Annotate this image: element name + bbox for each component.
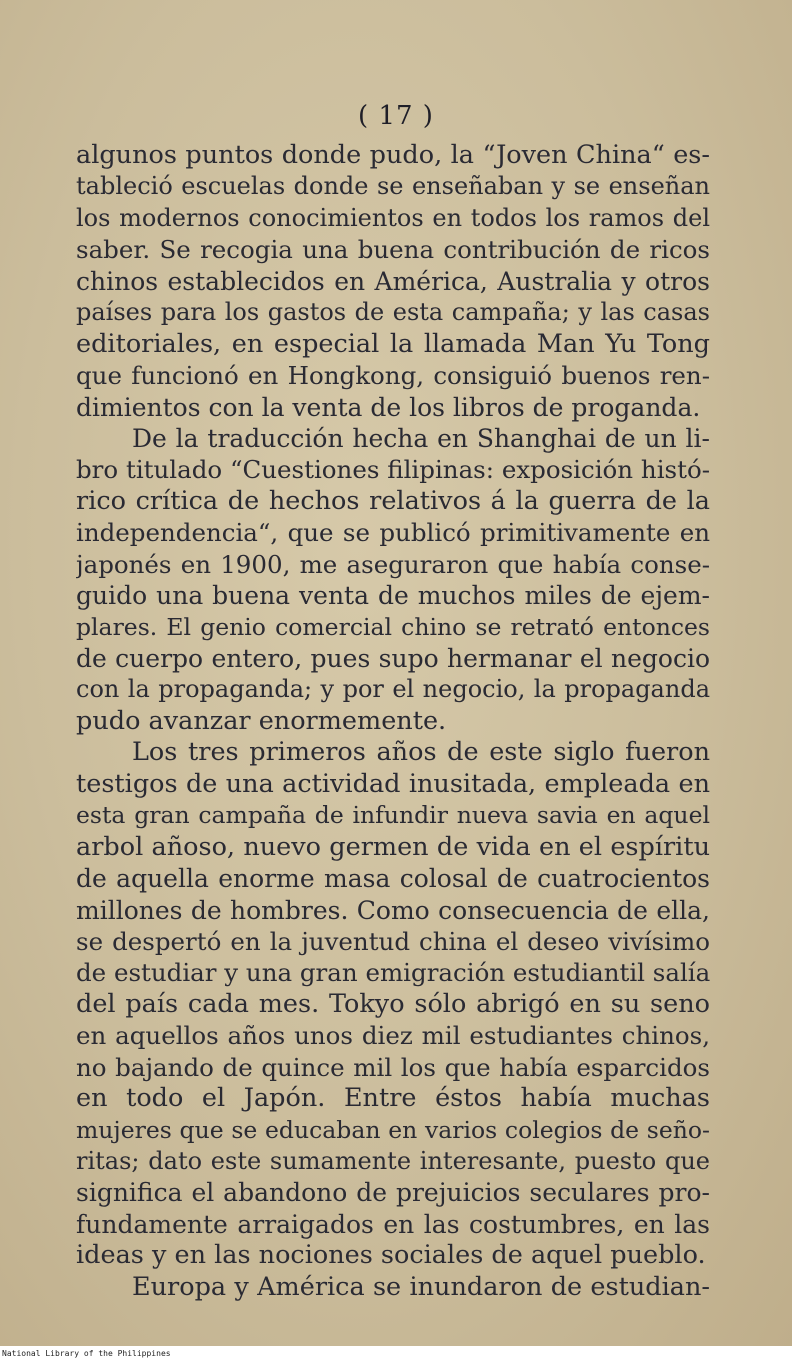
- text-line: algunos puntos donde pudo, la “Joven China“ es-: [76, 140, 710, 170]
- page-number: ( 17 ): [358, 101, 434, 131]
- text-line: millones de hombres. Como consecuencia de ella,: [76, 895, 710, 925]
- library-footer: National Library of the Philippines: [2, 1349, 171, 1358]
- text-line: plares. El genio comercial chino se retrató entonces: [76, 612, 710, 641]
- text-line: mujeres que se educaban en varios colegios de seño-: [76, 1115, 710, 1144]
- text-line: De la traducción hecha en Shanghai de un li-: [132, 423, 710, 453]
- text-line: los modernos conocimientos en todos los ramos del: [76, 203, 710, 232]
- text-line: que funcionó en Hongkong, consiguió buenos ren-: [76, 361, 710, 391]
- text-line: Los tres primeros años de este siglo fueron: [132, 737, 710, 768]
- text-line: no bajando de quince mil los que había esparcidos: [76, 1052, 710, 1082]
- text-line: de cuerpo entero, pues supo hermanar el negocio: [76, 644, 710, 673]
- text-line: editoriales, en especial la llamada Man Yu Tong: [76, 328, 710, 359]
- text-line: en aquellos años unos diez mil estudiantes chinos,: [76, 1021, 710, 1051]
- text-line: testigos de una actividad inusitada, empleada en: [76, 768, 710, 799]
- text-line: países para los gastos de esta campaña; y las casas: [76, 298, 710, 327]
- text-line: con la propaganda; y por el negocio, la propaganda: [76, 675, 710, 704]
- text-line: ritas; dato este sumamente interesante, puesto que: [76, 1147, 710, 1175]
- text-line: chinos establecidos en América, Australia y otros: [76, 266, 710, 296]
- text-line: tableció escuelas donde se enseñaban y se enseñan: [76, 172, 710, 201]
- text-line: pudo avanzar enormemente.: [76, 705, 447, 736]
- text-line: se despertó en la juventud china el deseo vivísimo: [76, 926, 710, 956]
- text-line: dimientos con la venta de los libros de proganda.: [76, 392, 701, 422]
- text-line: de estudiar y una gran emigración estudiantil salía: [76, 958, 710, 988]
- text-line: arbol añoso, nuevo germen de vida en el espíritu: [76, 831, 710, 862]
- text-line: esta gran campaña de infundir nueva savia en aquel: [76, 801, 710, 830]
- text-line: Europa y América se inundaron de estudian-: [132, 1271, 710, 1302]
- body-text: [76, 140, 710, 1303]
- text-line: ideas y en las nociones sociales de aquel pueblo.: [76, 1240, 706, 1271]
- text-line: del país cada mes. Tokyo sólo abrigó en su seno: [76, 988, 710, 1019]
- text-line: en todo el Japón. Entre éstos había muchas: [76, 1083, 710, 1114]
- text-line: guido una buena venta de muchos miles de ejem-: [76, 581, 710, 611]
- text-line: rico crítica de hechos relativos á la guerra de la: [76, 485, 710, 516]
- text-line: de aquella enorme masa colosal de cuatrocientos: [76, 864, 710, 894]
- text-line: independencia“, que se publicó primitivamente en: [76, 518, 710, 548]
- text-line: fundamente arraigados en las costumbres, en las: [76, 1209, 710, 1239]
- text-line: japonés en 1900, me aseguraron que había conse-: [76, 549, 710, 579]
- text-line: saber. Se recogia una buena contribución de ricos: [76, 235, 710, 265]
- text-line: significa el abandono de prejuicios seculares pro-: [76, 1178, 710, 1208]
- text-line: bro titulado “Cuestiones filipinas: exposición histó-: [76, 455, 710, 485]
